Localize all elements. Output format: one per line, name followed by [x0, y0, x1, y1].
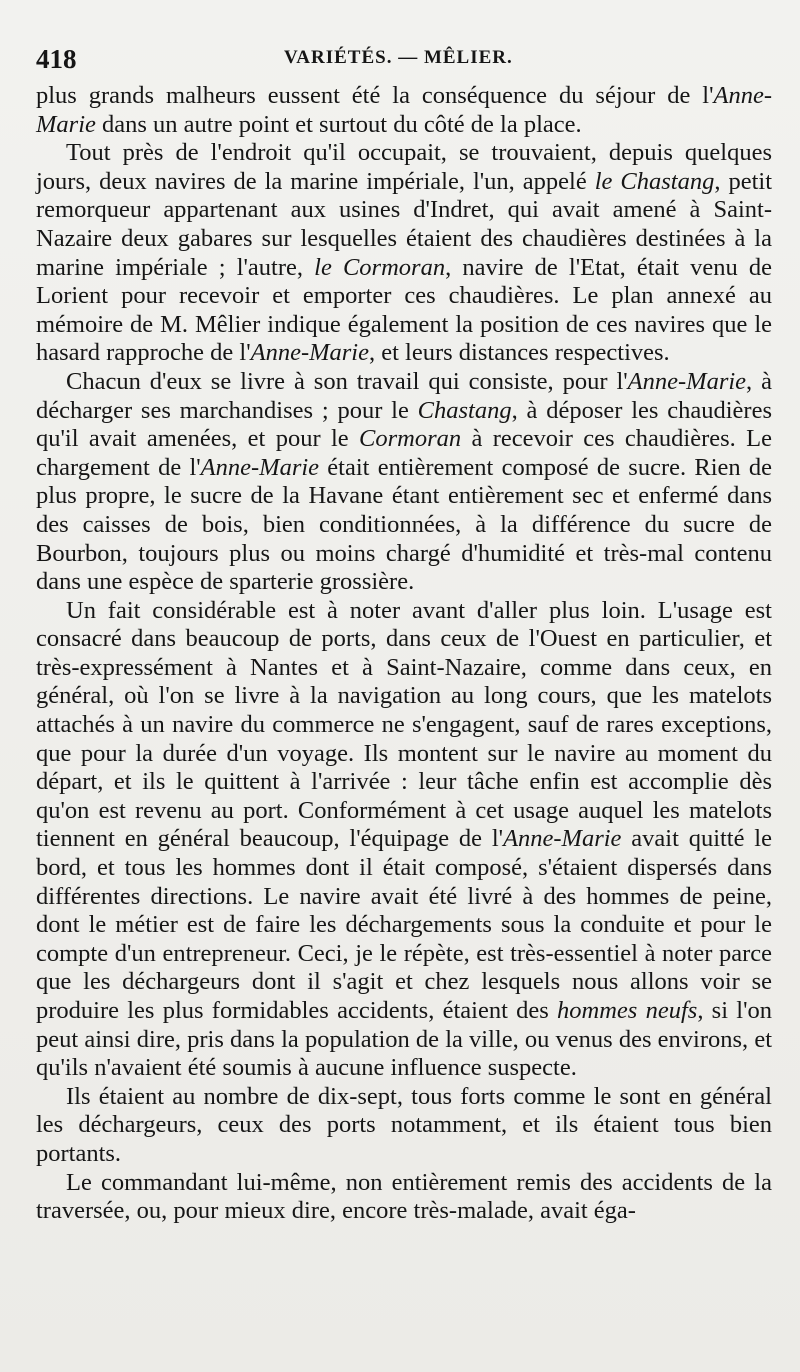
text-run: , si l'on peut ainsi dire, pris dans la population de la ville, ou venus des environs, et qu'ils n'avaient été soumis à aucune influence suspecte. — [36, 997, 772, 1082]
paragraph — [36, 1169, 772, 1226]
italic-text: le Cormoran — [314, 253, 446, 281]
text-run: , à décharger ses marchandises ; pour le — [36, 367, 772, 424]
text-run: plus grands malheurs eussent été la conséquence du séjour de l' — [36, 82, 714, 109]
text-run: à recevoir ces chaudières. Le chargement de l' — [36, 425, 772, 481]
paragraph — [36, 597, 772, 1083]
text-run: Tout près de l'endroit qu'il occupait, se trouvaient, depuis quelques jours, deux navires de la marine impériale, l'un, appelé — [36, 139, 772, 195]
text-run: , navire de l'Etat, était venu de Lorient pour recevoir et emporter ces chaudières. Le plan annexé au mémoire de M. Mêlier indique également la position de ces navires que le hasard rapproche de l' — [36, 253, 773, 367]
italic-text: Anne-Marie — [250, 339, 369, 367]
italic-text: Anne-Marie — [627, 367, 747, 395]
text-run: Le commandant lui-même, non entièrement remis des accidents de la traversée, ou, pour mieux dire, encore très-malade, avait éga- — [36, 1168, 772, 1225]
italic-text: Cormoran — [359, 425, 462, 453]
body-text — [36, 82, 772, 1226]
italic-text: le Chastang — [594, 167, 715, 195]
text-run: Ils étaient au nombre de dix-sept, tous forts comme le sont en général les déchargeurs, ceux des ports notamment, et ils étaient tous bien portants. — [36, 1082, 772, 1167]
paragraph — [36, 1083, 772, 1169]
text-run: dans un autre point et surtout du côté de la place. — [95, 110, 582, 138]
text-run: , à déposer les chaudières qu'il avait amenées, et pour le — [36, 396, 773, 453]
italic-text: Chastang — [417, 396, 512, 424]
text-run: Chacun d'eux se livre à son travail qui consiste, pour l' — [66, 367, 628, 395]
page-number: 418 — [36, 44, 77, 74]
italic-text: Anne-Marie — [503, 825, 622, 853]
text-run: Un fait considérable est à noter avant d'aller plus loin. L'usage est consacré dans beaucoup de ports, dans ceux de l'Ouest en particulier, et très-expressément à Nantes et à Saint-Nazaire, comme dans ceux, en général, où l'on se livre à la navigation au long cours, que les matelots attachés à un navire du commerce ne s'engagent, sauf de rares exceptions, que pour la durée d'un voyage. Ils montent sur le navire au moment du départ, et ils le quittent à l'arrivée : leur tâche enfin est accomplie dès qu'on est revenu au port. Conformément à cet usage auquel les matelots tiennent en général beaucoup, l'équipage de l' — [36, 596, 772, 853]
text-run: , petit remorqueur appartenant aux usines d'Indret, qui avait amené à Saint-Nazaire deux gabares sur lesquelles étaient des chaudières destinées à la marine impériale ; l'autre, — [36, 167, 773, 281]
paragraph — [36, 139, 772, 368]
text-run: avait quitté le bord, et tous les hommes dont il était composé, s'étaient dispersés dans différentes directions. Le navire avait été livré à des hommes de peine, dont le métier est de faire les déchargements sous la conduite et pour le compte d'un entrepreneur. Ceci, je le répète, est très-essentiel à noter parce que les déchargeurs dont il s'agit et chez lesquels nous allons voir se produire les plus formidables accidents, étaient des — [36, 825, 772, 1024]
text-run: était entièrement composé de sucre. Rien de plus propre, le sucre de la Havane étant entièrement sec et enfermé dans des caisses de bois, bien conditionnées, à la différence du sucre de Bourbon, toujours plus ou moins chargé d'humidité et très-mal contenu dans une espèce de sparterie grossière. — [36, 453, 772, 596]
italic-text: Anne-Marie — [36, 82, 772, 138]
running-head — [36, 40, 772, 82]
italic-text: Anne-Marie — [200, 453, 320, 481]
running-title: VARIÉTÉS. — MÊLIER. — [284, 47, 513, 68]
paragraph — [36, 368, 772, 597]
text-run: , et leurs distances respectives. — [368, 339, 670, 367]
italic-text: hommes neufs — [557, 997, 698, 1024]
paragraph — [36, 82, 772, 139]
